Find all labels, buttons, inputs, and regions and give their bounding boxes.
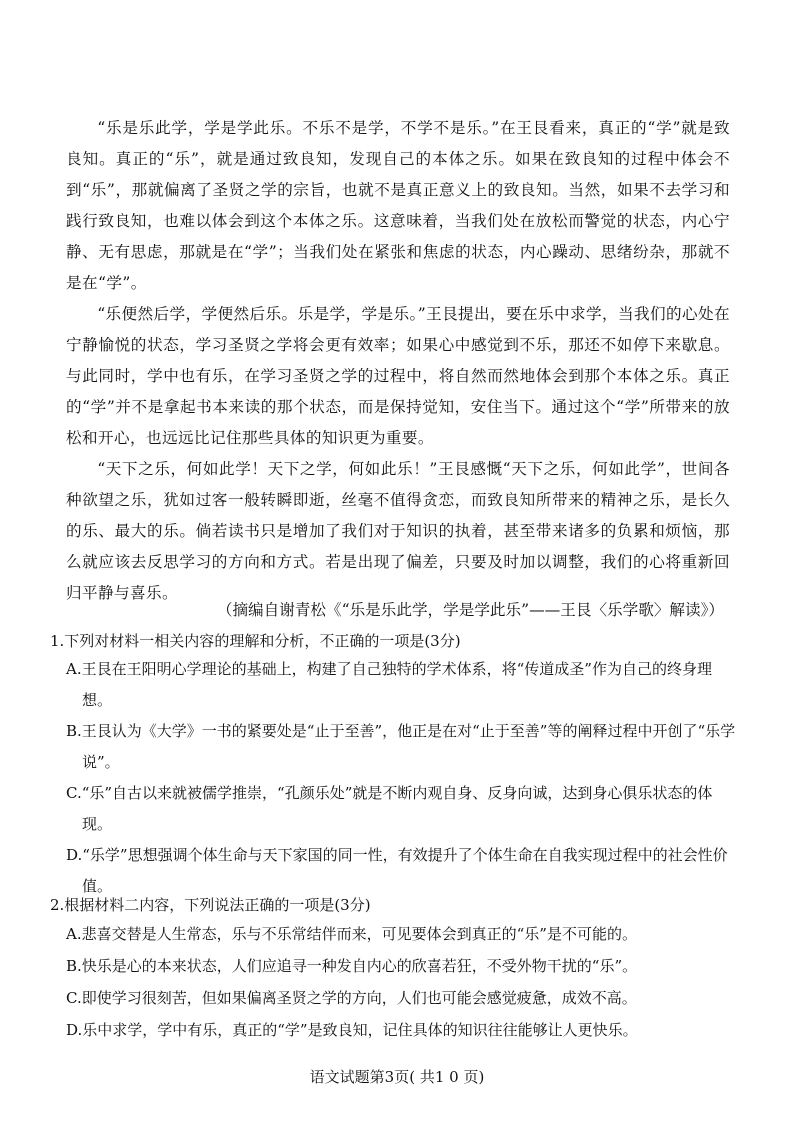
question-1 — [50, 628, 740, 902]
option-d: D.“乐学”思想强调个体生命与天下家国的同一性，有效提升了个体生命在自我实现过程中的社会性价值。 — [66, 846, 728, 895]
option-d: D.乐中求学，学中有乐，真正的“学”是致良知，记住具体的知识往往能够让人更快乐。 — [66, 1021, 638, 1039]
option-b: B.王艮认为《大学》一书的紧要处是“止于至善”，他正是在对“止于至善”等的阐释过程中开创了“乐学说”。 — [66, 722, 736, 771]
question-2 — [50, 892, 740, 1046]
paragraph: “乐便然后学，学便然后乐。乐是学，学是乐。”王艮提出，要在乐中求学，当我们的心处在宁静愉悦的状态，学习圣贤之学将会更有效率；如果心中感觉到不乐，那还不如停下来歇息。与此同时，学中也有乐，在学习圣贤之学的过程中，将自然而然地体会到那个本体之乐。真正的“学”并不是拿起书本来读的那个状态，而是保持觉知，安住当下。通过这个“学”所带来的放松和开心，也远远比记住那些具体的知识更为重要。 — [66, 305, 730, 447]
paragraph: “天下之乐，何如此学！天下之学，何如此乐！”王艮感慨“天下之乐，何如此学”，世间各种欲望之乐，犹如过客一般转瞬即逝，丝毫不值得贪恋，而致良知所带来的精神之乐，是长久的乐、最大的乐。倘若读书只是增加了我们对于知识的执着，甚至带来诸多的负累和烦恼，那么就应该去反思学习的方向和方式。若是出现了偏差，只要及时加以调整，我们的心将重新回归平静与喜乐。 — [66, 460, 730, 602]
option-a: A.悲喜交替是人生常态，乐与不乐常结伴而来，可见要体会到真正的“乐”是不可能的。 — [66, 925, 637, 943]
reading-material — [66, 113, 730, 609]
option-c: C.“乐”自古以来就被儒学推崇，“孔颜乐处”就是不断内观自身、反身向诚，达到身心俱乐状态的体现。 — [66, 784, 713, 833]
question-stem: 2.根据材料二内容，下列说法正确的一项是(3分) — [50, 896, 371, 914]
option-a: A.王艮在王阳明心学理论的基础上，构建了自己独特的学术体系，将“传道成圣”作为自己的终身理想。 — [66, 660, 712, 709]
paragraph: “乐是乐此学，学是学此乐。不乐不是学，不学不是乐。”在王艮看来，真正的“学”就是致良知。真正的“乐”，就是通过致良知，发现自己的本体之乐。如果在致良知的过程中体会不到“乐”，那就偏离了圣贤之学的宗旨，也就不是真正意义上的致良知。当然，如果不去学习和践行致良知，也难以体会到这个本体之乐。这意味着，当我们处在放松而警觉的状态，内心宁静、无有思虑，那就是在“学”；当我们处在紧张和焦虑的状态，内心躁动、思绪纷杂，那就不是在“学”。 — [66, 119, 730, 292]
page-footer: 语文试题第3页( 共1 0 页) — [309, 1068, 485, 1086]
option-b: B.快乐是心的本来状态，人们应追寻一种发自内心的欣喜若狂，不受外物干扰的“乐”。 — [66, 957, 638, 975]
source-citation: （摘编自谢青松《“乐是乐此学，学是学此乐”——王艮〈乐学歌〉解读》） — [216, 601, 724, 619]
option-c: C.即使学习很刻苦，但如果偏离圣贤之学的方向，人们也可能会感觉疲惫，成效不高。 — [66, 989, 637, 1007]
question-stem: 1.下列对材料一相关内容的理解和分析，不正确的一项是(3分) — [50, 632, 461, 650]
